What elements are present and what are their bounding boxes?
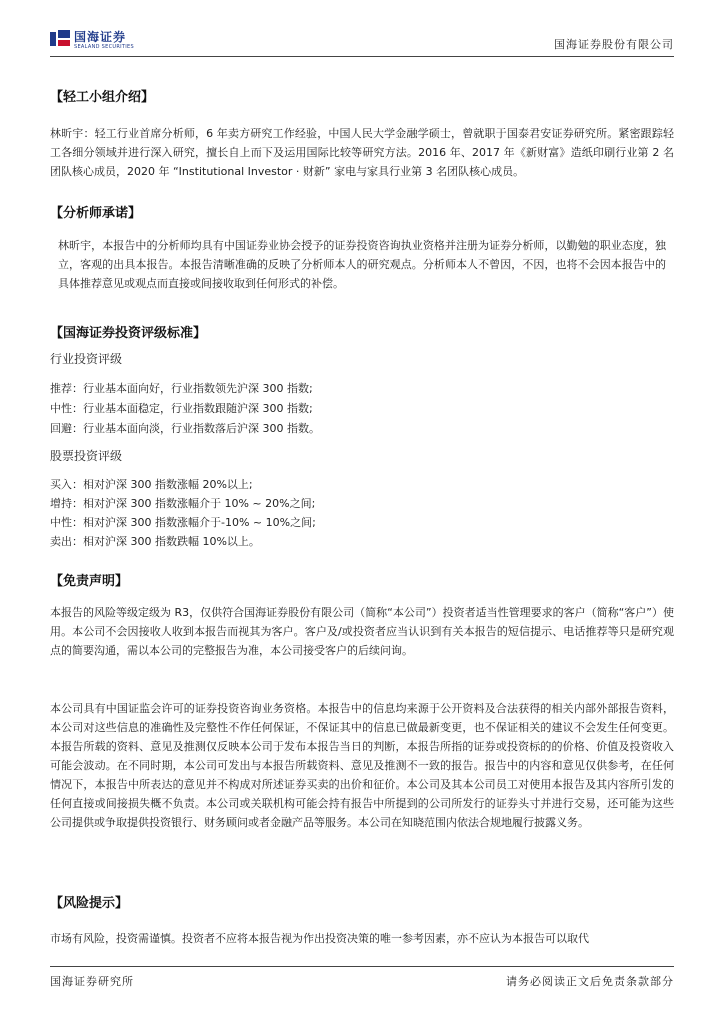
stock-rating-item: 增持：相对沪深 300 指数涨幅介于 10% ~ 20%之间; — [50, 497, 316, 510]
disclaimer-paragraph-2: 本公司具有中国证监会许可的证券投资咨询业务资格。本报告中的信息均来源于公开资料及合法获得的相关内部外部报告资料，本公司对这些信息的准确性及完整性不作任何保证，不保证其中的信息已做最新变更，也不保证相关的建议不会发生任何变更。本报告所载的资料、意见及推测仅反映本公司于发布本报告当日的判断，本报告所指的证券或投资标的的价格、价值及投资收入可能会波动。在不同时期，本公司可发出与本报告所载资料、意见及推测不一致的报告。报告中的内容和意见仅供参考，在任何情况下，本报告中所表达的意见并不构成对所述证券买卖的出价和征价。本公司及其本公司员工对使用本报告及其内容所引发的任何直接或间接损失概不负责。本公司或关联机构可能会持有报告中所提到的公司所发行的证券头寸并进行交易，还可能为这些公司提供或争取提供投资银行、财务顾问或者金融产品等服务。本公司在知晓范围内依法合规地履行披露义务。 — [50, 702, 674, 829]
industry-rating-heading: 行业投资评级 — [50, 352, 123, 366]
footer-divider — [50, 966, 674, 967]
footer-disclaimer-note: 请务必阅读正文后免责条款部分 — [506, 975, 674, 988]
stock-rating-item: 卖出：相对沪深 300 指数跌幅 10%以上。 — [50, 535, 260, 548]
page-header — [50, 30, 674, 56]
industry-rating-item: 回避：行业基本面向淡，行业指数落后沪深 300 指数。 — [50, 422, 320, 435]
logo-name-cn: 国海证券 — [74, 30, 127, 44]
stock-rating-item: 买入：相对沪深 300 指数涨幅 20%以上; — [50, 478, 253, 491]
header-company-name: 国海证券股份有限公司 — [554, 38, 674, 51]
industry-rating-item: 推荐：行业基本面向好，行业指数领先沪深 300 指数; — [50, 382, 313, 395]
pledge-text: 林昕宇，本报告中的分析师均具有中国证券业协会授予的证券投资咨询执业资格并注册为证券分析师，以勤勉的职业态度，独立，客观的出具本报告。本报告清晰准确的反映了分析师本人的研究观点。分析师本人不曾因，不因，也将不会因本报告中的具体推荐意见或观点而直接或间接收取到任何形式的补偿。 — [58, 239, 666, 290]
footer-institute: 国海证券研究所 — [50, 975, 134, 988]
disclaimer-paragraph-1: 本报告的风险等级定级为 R3，仅供符合国海证券股份有限公司（简称“本公司”）投资者适当性管理要求的客户（简称“客户”）使用。本公司不会因接收人收到本报告而视其为客户。客户及/或投资者应当认识到有关本报告的短信提示、电话推荐等只是研究观点的简要沟通，需以本公司的完整报告为准，本公司接受客户的后续问询。 — [50, 606, 674, 657]
stock-rating-item: 中性：相对沪深 300 指数涨幅介于-10% ~ 10%之间; — [50, 516, 316, 529]
team-intro-text: 林昕宇：轻工行业首席分析师，6 年卖方研究工作经验，中国人民大学金融学硕士，曾就职于国泰君安证券研究所。紧密跟踪轻工各细分领域并进行深入研究，擅长自上而下及运用国际比较等研究方法。2016 年、2017 年《新财富》造纸印刷行业第 2 名团队核心成员，2020 年 “Institutional Investor · 财新” 家电与家具行业第 3 名团队核心成员。 — [50, 127, 674, 178]
stock-rating-heading: 股票投资评级 — [50, 449, 123, 463]
header-divider — [50, 56, 674, 57]
team-section-title: 【轻工小组介绍】 — [50, 90, 155, 105]
company-logo — [50, 30, 134, 50]
logo-name-en: SEALAND SECURITIES — [74, 44, 134, 50]
disclaimer-section-title: 【免责声明】 — [50, 574, 129, 589]
risk-warning-text: 市场有风险，投资需谨慎。投资者不应将本报告视为作出投资决策的唯一参考因素，亦不应认为本报告可以取代 — [50, 932, 589, 945]
risk-section-title: 【风险提示】 — [50, 896, 129, 911]
pledge-section-title: 【分析师承诺】 — [50, 206, 142, 221]
rating-section-title: 【国海证券投资评级标准】 — [50, 326, 207, 341]
industry-rating-item: 中性：行业基本面稳定，行业指数跟随沪深 300 指数; — [50, 402, 313, 415]
logo-mark-icon — [50, 30, 70, 48]
